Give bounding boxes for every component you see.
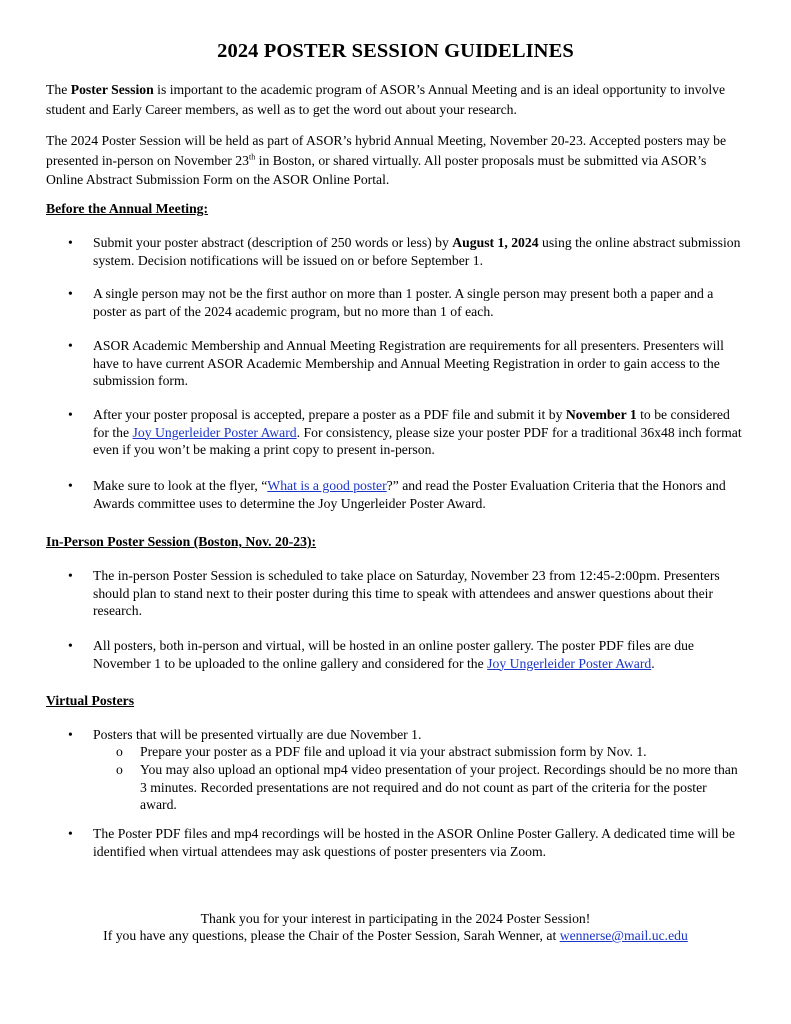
- list-item: The Poster PDF files and mp4 recordings will be hosted in the ASOR Online Poster Gallery. A dedicated time will be identified when virtual attendees may ask questions of poster presenters via Zoom.: [93, 826, 735, 859]
- text: Make sure to look at the flyer, “: [93, 478, 268, 493]
- footer-thanks: Thank you for your interest in participating in the 2024 Poster Session!: [200, 911, 591, 926]
- text: The: [46, 82, 71, 97]
- text: to be considered for the: [93, 407, 730, 440]
- sub-list-item: Prepare your poster as a PDF file and upload it via your abstract submission form by Nov. 1.: [140, 744, 647, 759]
- list-item: Posters that will be presented virtually are due November 1.: [93, 727, 422, 742]
- list-item: [93, 234, 743, 269]
- page-title: 2024 POSTER SESSION GUIDELINES: [217, 40, 574, 62]
- section-heading-virtual: Virtual Posters: [46, 693, 135, 708]
- text: Submit your poster abstract (description of 250 words or less) by: [93, 235, 453, 250]
- text: . For consistency, please size your poster PDF for a traditional 36x48 inch format even if you won’t be making a print copy to present in-person.: [93, 424, 742, 457]
- text: The 2024 Poster Session will be held as part of ASOR’s hybrid Annual Meeting, November 20-23. Accepted posters may be presented in-person on November 23: [46, 133, 727, 168]
- text: using the online abstract submission system. Decision notifications will be issued on or before September 1.: [93, 235, 741, 268]
- list-item: [93, 406, 743, 459]
- sub-bullet-glyph: o: [116, 744, 123, 759]
- text: After your poster proposal is accepted, prepare a poster as a PDF file and submit it by: [93, 407, 566, 422]
- list-item: The in-person Poster Session is scheduled to take place on Saturday, November 23 from 12:45-2:00pm. Presenters should plan to stand next to their poster during this time to speak with attendees and answer questions about their research.: [93, 568, 720, 618]
- superscript: th: [248, 151, 256, 161]
- bullet-glyph: •: [68, 478, 73, 493]
- sub-list-item: You may also upload an optional mp4 video presentation of your project. Recordings should be no more than 3 minutes. Recorded presentations are not required and do not count as part of the criteria for the poster award.: [140, 762, 738, 812]
- poster-award-link[interactable]: Joy Ungerleider Poster Award: [487, 655, 652, 671]
- intro-paragraph-1: [46, 80, 745, 119]
- bullet-glyph: •: [68, 826, 73, 841]
- bold-text: August 1, 2024: [452, 235, 539, 250]
- good-poster-link[interactable]: What is a good poster: [267, 478, 387, 493]
- bullet-glyph: •: [68, 407, 73, 422]
- list-item: ASOR Academic Membership and Annual Meeting Registration are requirements for all presenters. Presenters will have to have current ASOR Academic Membership and Annual Meeting Registration in order to gain access to the submission form.: [93, 338, 724, 388]
- email-link[interactable]: wennerse@mail.uc.edu: [559, 928, 688, 943]
- list-item: A single person may not be the first author on more than 1 poster. A single person may present both a paper and a poster as part of the 2024 academic program, but no more than 1 of each.: [93, 286, 714, 319]
- section-heading-before: Before the Annual Meeting:: [46, 201, 209, 216]
- bullet-glyph: •: [68, 568, 73, 583]
- bold-text: November 1: [565, 407, 637, 422]
- text: .: [651, 655, 655, 671]
- bullet-glyph: •: [68, 235, 73, 250]
- section-heading-in-person: In-Person Poster Session (Boston, Nov. 20-23):: [46, 534, 317, 549]
- list-item: [93, 637, 743, 672]
- poster-award-link[interactable]: Joy Ungerleider Poster Award: [132, 424, 297, 440]
- intro-paragraph-2: [46, 131, 745, 190]
- bullet-glyph: •: [68, 286, 73, 301]
- bullet-glyph: •: [68, 638, 73, 653]
- sub-bullet-glyph: o: [116, 762, 123, 777]
- bullet-glyph: •: [68, 338, 73, 353]
- bold-text: Poster Session: [70, 82, 154, 97]
- text: If you have any questions, please the Chair of the Poster Session, Sarah Wenner, at: [103, 928, 560, 943]
- text: ?” and read the Poster Evaluation Criteria that the Honors and Awards committee uses to determine the Joy Ungerleider Poster Award.: [93, 478, 726, 511]
- list-item: [93, 477, 743, 512]
- footer-contact: [0, 927, 791, 945]
- bullet-glyph: •: [68, 727, 73, 742]
- text: is important to the academic program of ASOR’s Annual Meeting and is an ideal opportunity to involve student and Early Career members, as well as to get the word out about your research.: [46, 82, 726, 117]
- text: All posters, both in-person and virtual, will be hosted in an online poster gallery. The poster PDF files are due November 1 to be uploaded to the online gallery and considered for the: [93, 638, 694, 671]
- text: in Boston, or shared virtually. All poster proposals must be submitted via ASOR’s Online Abstract Submission Form on the ASOR Online Portal.: [46, 152, 707, 187]
